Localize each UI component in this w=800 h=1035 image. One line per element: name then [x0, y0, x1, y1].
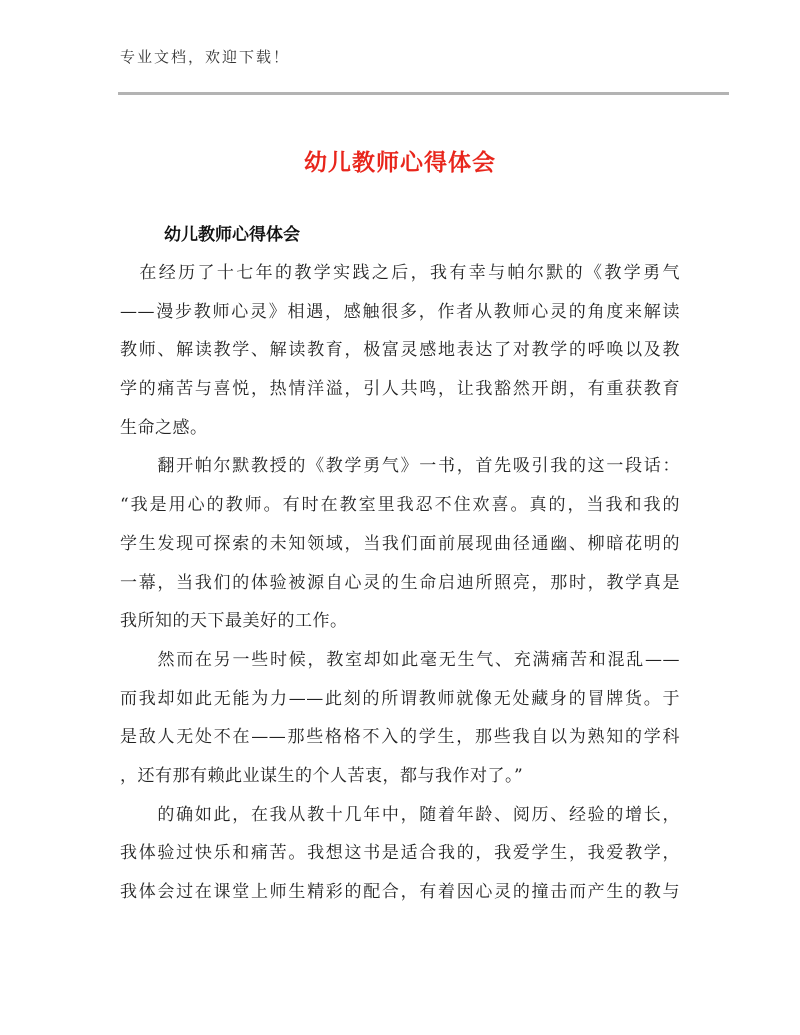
text-line: 而我却如此无能为力——此刻的所谓教师就像无处藏身的冒牌货。于: [120, 688, 680, 709]
text-line: 教师、解读教学、解读教育，极富灵感地表达了对教学的呼唤以及教: [120, 340, 680, 361]
text-line: 的确如此，在我从教十几年中，随着年龄、阅历、经验的增长，: [120, 804, 680, 825]
text-line: 然而在另一些时候，教室却如此毫无生气、充满痛苦和混乱——: [120, 649, 680, 670]
section-heading: 幼儿教师心得体会: [164, 225, 300, 245]
text-line: 生命之感。: [120, 417, 208, 438]
text-line: 我体会过在课堂上师生精彩的配合，有着因心灵的撞击而产生的教与: [120, 882, 680, 902]
text-line: 我所知的天下最美好的工作。: [120, 611, 348, 632]
text-line: 学生发现可探索的未知领域，当我们面前展现曲径通幽、柳暗花明的: [120, 533, 680, 554]
text-line: 在经历了十七年的教学实践之后，我有幸与帕尔默的《教学勇气: [120, 263, 680, 283]
document-title: 幼儿教师心得体会: [304, 150, 496, 176]
text-line: ，还有那有赖此业谋生的个人苦衷，都与我作对了。”: [120, 765, 524, 786]
body-text: [120, 254, 680, 912]
text-line: “我是用心的教师。有时在教室里我忍不住欢喜。真的，当我和我的: [120, 495, 680, 516]
text-line: 学的痛苦与喜悦，热情洋溢，引人共鸣，让我豁然开朗，有重获教育: [120, 379, 680, 400]
text-line: 我体验过快乐和痛苦。我想这书是适合我的，我爱学生，我爱教学，: [120, 843, 680, 864]
text-line: 一幕，当我们的体验被源自心灵的生命启迪所照亮，那时，教学真是: [120, 572, 680, 593]
header-note: 专业文档，欢迎下载！: [120, 48, 291, 66]
text-line: ——漫步教师心灵》相遇，感触很多，作者从教师心灵的角度来解读: [120, 301, 680, 322]
text-line: 是敌人无处不在——那些格格不入的学生，那些我自以为熟知的学科: [120, 727, 680, 748]
header-divider: [118, 92, 729, 95]
text-line: 翻开帕尔默教授的《教学勇气》一书，首先吸引我的这一段话：: [120, 456, 680, 477]
